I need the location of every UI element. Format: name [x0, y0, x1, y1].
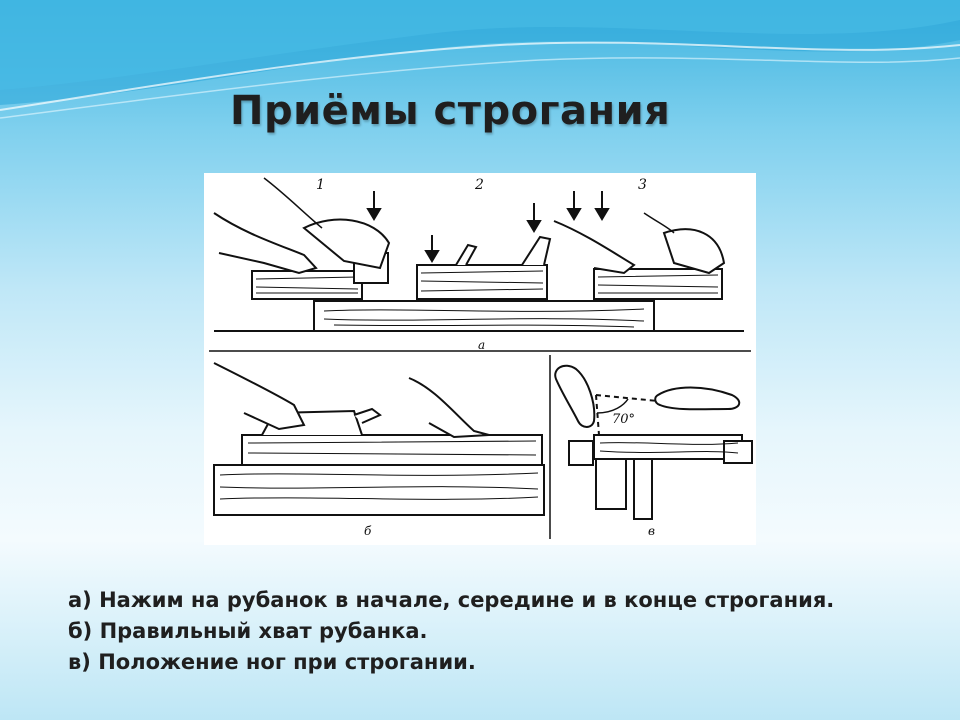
- figure-label-2: 2: [475, 177, 484, 193]
- plane-middle-figure: [417, 237, 550, 299]
- angle-label: 70°: [612, 412, 636, 427]
- caption-a: а) Нажим на рубанок в начале, середине и в конце строгания.: [68, 588, 835, 612]
- caption-v: в) Положение ног при строгании.: [68, 650, 476, 674]
- caption-list: [68, 585, 834, 678]
- pressure-arrows: [368, 191, 608, 261]
- figure-label-1: 1: [316, 177, 325, 193]
- group-label-v: в: [648, 524, 655, 538]
- caption-b: б) Правильный хват рубанка.: [68, 619, 428, 643]
- figure-label-3: 3: [638, 177, 647, 193]
- correct-grip-figure: [214, 363, 544, 515]
- group-label-a: а: [478, 338, 486, 352]
- plane-end-figure: [554, 213, 724, 299]
- foot-position-figure: [555, 366, 752, 519]
- group-label-b: б: [364, 524, 372, 538]
- planing-illustration: [204, 173, 756, 545]
- plane-start-figure: [214, 178, 389, 299]
- planing-drawing: [204, 173, 756, 545]
- slide-title: Приёмы строгания: [230, 88, 671, 134]
